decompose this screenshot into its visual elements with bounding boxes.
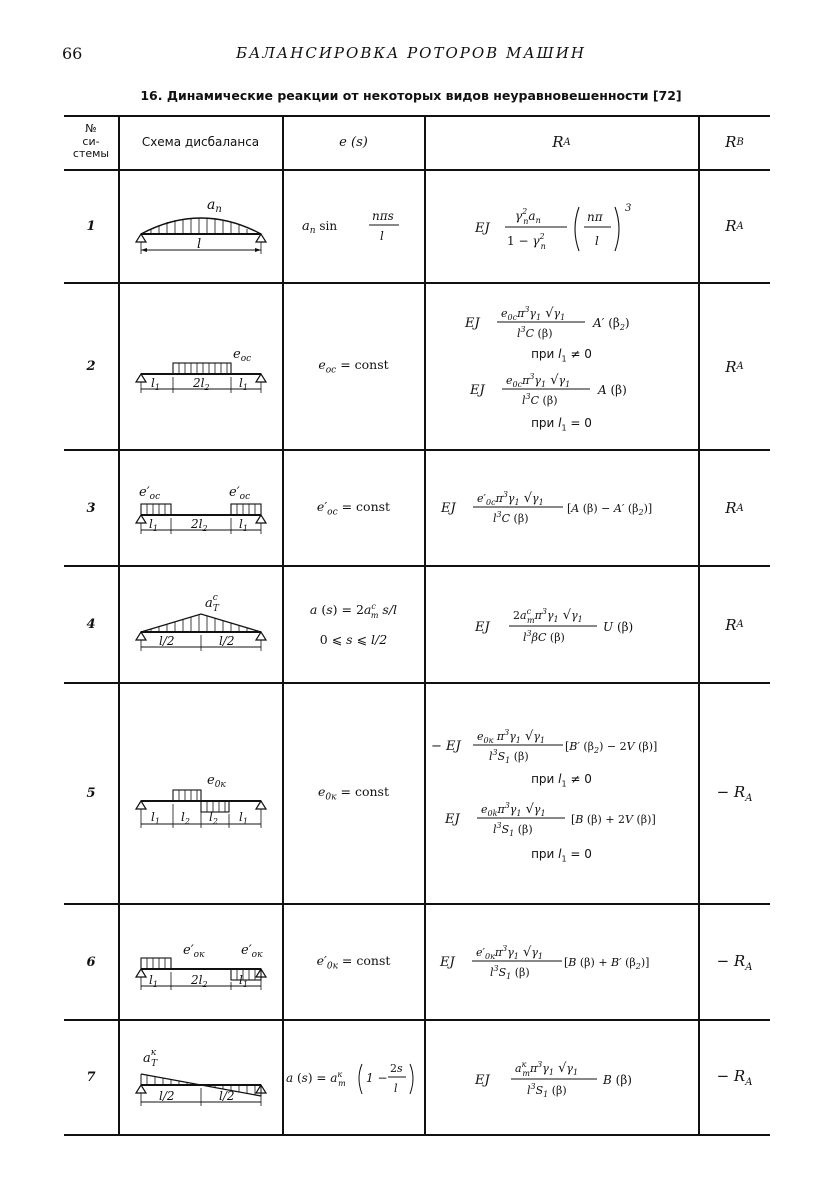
svg-text:1 − γ2n: $1 - \gamma^2$ n: [506, 232, 546, 251]
svg-text:A′ (β2): A′ $(\beta_2)$: [592, 316, 630, 333]
row-4-e: a $(s) = 2a^c_т$ s/l 0 ⩽ s ⩽ l/2: [309, 602, 398, 647]
row-3-scheme: [119, 451, 282, 565]
svg-text:2acтπ3γ1 √γ1: $2a^c$ $т\pi^3\gamma_1$ $√\gamma_1$: [512, 606, 583, 625]
row-5-scheme: [119, 684, 282, 903]
svg-text:U (β): U (β): [602, 619, 633, 634]
svg-text:1 −: 1 −: [365, 1070, 388, 1085]
svg-text:l3S1 (β): $l^3S_1$ (β): [492, 820, 533, 838]
row-5-ra: − EJ $e_{0к}$ $\pi^3\gamma_1$ $√\gamma_1$ $l^3S_1$ (β) [B′ $(\beta_2) - 2V$ (β)] при $l_1 \ne 0$ EJ $e_{0k}\pi^3\gamma_1$ $√\gamma_1$ $l^3S_1$ (β) [B (β) + 2V (β)] при $l_1 = 0$: [430, 728, 657, 863]
row-6-number: 6: [86, 954, 96, 970]
svg-text:l2: $l_2$: [180, 809, 190, 826]
header-rb: R B: [725, 133, 744, 151]
row-6-scheme: [119, 905, 282, 1019]
svg-text:l1: $l_1$: [238, 375, 248, 392]
row-3-ra: [425, 451, 698, 565]
svg-text:A (β): A (β): [597, 382, 627, 397]
svg-text:nπs: nπs: [371, 209, 394, 223]
svg-text:l3S1 (β): $l^3S_1$ (β): [526, 1081, 567, 1099]
svg-text:γ2nan: $\gamma^2$ $na_n$: [514, 207, 541, 226]
row-7-scheme: [119, 1021, 282, 1134]
svg-text:l/2: l/2: [218, 1088, 235, 1103]
page-number: 66: [62, 44, 83, 63]
svg-text:EJ: EJ: [444, 811, 460, 827]
svg-text:[B (β) + 2V (β)]: [B (β) + 2V (β)]: [570, 812, 656, 826]
svg-text:[B′ (β2) − 2V (β)]: [B′ $(\beta_2) - 2V$ (β)]: [564, 740, 657, 756]
svg-text:B (β): B (β): [602, 1072, 632, 1087]
svg-text:an: $a_n$: [206, 197, 222, 215]
svg-text:l3C (β): $l^3C$ (β): [492, 510, 528, 525]
row-7-rb: − $R_A$: [716, 1067, 753, 1088]
svg-text:e′0кπ3γ1 √γ1: $e'_{0к}\pi^3\gamma_1$ $√\gamma_1$: [475, 944, 543, 961]
svg-text:l1: $l_1$: [148, 517, 158, 533]
svg-text:l1: $l_1$: [150, 809, 160, 826]
row-5-rb: − $R_A$: [716, 783, 753, 804]
table-bottom-rule: [64, 1134, 770, 1136]
svg-text:e′oc: $e'_{oc}$: [138, 485, 160, 502]
row-4-ra: [425, 567, 698, 682]
svg-text:EJ: EJ: [440, 501, 456, 516]
header-ra: R A: [552, 133, 571, 151]
row-7-ra: [425, 1021, 698, 1134]
svg-text:e0kπ3γ1 √γ1: $e_{0k}\pi^3\gamma_1$ $√\gamma_1$: [480, 800, 546, 818]
row-6-e: $e'_{0к}$ = const: [316, 952, 391, 972]
svg-text:l1: $l_1$: [238, 809, 248, 826]
row-3-rb: R A: [725, 499, 744, 517]
svg-text:l/2: l/2: [218, 633, 235, 648]
table-title: 16. Динамические реакции от некоторых видов неуравновешенности [72]: [140, 88, 682, 103]
svg-text:EJ: EJ: [464, 316, 480, 332]
svg-text:l: l: [379, 229, 384, 243]
row-6-rb: − $R_A$: [716, 951, 753, 973]
svg-text:e0к π3γ1 √γ1: $e_{0к}$ $\pi^3\gamma_1$ $√\gamma_1$: [476, 728, 545, 746]
running-head: БАЛАНСИРОВКА РОТОРОВ МАШИН: [236, 44, 586, 62]
svg-text:a (s) = aкт: a $(s) = a^к$ т: [285, 1069, 346, 1088]
svg-text:an sin: $a_n$ sin: [301, 219, 337, 236]
row-2-rb: R A: [725, 357, 744, 376]
svg-text:2l2: $2l_2$: [190, 517, 208, 533]
svg-text:eoc: $e_{oc}$: [232, 346, 251, 364]
svg-text:e′0cπ3γ1 √γ1: $e'_{0c}\pi^3\gamma_1$ $√\gamma_1$: [476, 490, 544, 507]
svg-text:[B (β) + B′ (β2)]: [B (β) + B′ $(\beta_2)$]: [563, 956, 649, 971]
row-3-number: 3: [86, 500, 96, 516]
svg-text:− EJ: − EJ: [430, 739, 461, 755]
svg-text:EJ: EJ: [474, 221, 490, 236]
svg-text:l3S1 (β): $l^3S_1$ (β): [489, 964, 530, 981]
row-1-ra: [425, 170, 698, 282]
row-2-scheme: [119, 284, 282, 449]
svg-text:e0к: $e_{0к}$: [206, 772, 226, 790]
svg-text:l2: $l_2$: [208, 809, 218, 826]
row-3-e: $e'_{oc}$ = const: [316, 498, 391, 518]
svg-text:nπ: nπ: [586, 210, 603, 224]
svg-text:l1: $l_1$: [148, 973, 158, 989]
svg-text:[A (β) − A′ (β2)]: [A (β) − A′ $(\beta_2)$]: [566, 502, 652, 517]
svg-text:2l2: $2l_2$: [190, 973, 208, 989]
svg-text:EJ: EJ: [469, 382, 485, 398]
row-2-number: 2: [86, 359, 96, 374]
svg-text:l3βC (β): $l^3\beta C$ (β): [522, 628, 565, 644]
row-5-e: $e_{0к}$ = const: [318, 784, 389, 803]
row-1-scheme: [119, 170, 282, 282]
svg-text:l1: $l_1$: [238, 973, 248, 989]
row-1-number: 1: [86, 218, 96, 234]
row-6-ra: [425, 905, 698, 1019]
row-2-e: $e_{oc}$ = const: [318, 357, 389, 376]
svg-text:l/2: l/2: [158, 633, 175, 648]
row-5-number: 5: [86, 786, 96, 801]
svg-text:l: l: [594, 234, 599, 248]
svg-text:aкT: $a^к$ T: [142, 1047, 157, 1069]
svg-text:e0cπ3γ1 √γ1: $e_{0c}\pi^3\gamma_1$ $√\gamma_1$: [505, 371, 570, 389]
svg-text:l3S1 (β): $l^3S_1$ (β): [488, 748, 529, 766]
row-4-scheme: [119, 567, 282, 682]
svg-text:3: 3: [624, 203, 631, 214]
svg-text:aктπ3γ1 √γ1: $a^к$ $т\pi^3\gamma_1$ $√\gamma_1$: [514, 1059, 578, 1078]
reactions-table: [64, 115, 770, 1136]
svg-text:e0cπ3γ1 √γ1: $e_{0c}\pi^3\gamma_1$ $√\gamma_1$: [500, 305, 565, 323]
row-1-rb: R A: [725, 217, 744, 235]
svg-text:EJ: EJ: [439, 955, 455, 970]
svg-text:e′ок: $e'_{ок}$: [182, 943, 204, 960]
svg-text:l/2: l/2: [158, 1088, 175, 1103]
svg-text:2l2: $2l_2$: [192, 375, 210, 392]
row-7-e: [283, 1021, 424, 1134]
row-7-number: 7: [86, 1070, 96, 1085]
row-4-rb: R A: [725, 615, 744, 634]
svg-text:l: l: [196, 237, 201, 252]
svg-text:l1: $l_1$: [150, 375, 160, 392]
row-1-e: [283, 170, 424, 282]
header-scheme: Схема дисбаланса: [141, 135, 260, 149]
header-system-number: № си- стемы: [72, 122, 110, 161]
svg-text:l: l: [393, 1081, 398, 1095]
svg-text:l1: $l_1$: [238, 517, 248, 533]
svg-text:EJ: EJ: [474, 1072, 490, 1088]
svg-text:l3C (β): $l^3C$ (β): [516, 325, 552, 341]
svg-text:EJ: EJ: [474, 619, 490, 635]
svg-text:e′oc: $e'_{oc}$: [228, 485, 250, 502]
svg-text:acT: $a^c$ T: [204, 592, 219, 614]
row-4-number: 4: [86, 617, 96, 632]
header-e: e (s): [339, 134, 368, 150]
row-2-ra: EJ $e_{0c}\pi^3\gamma_1$ $√\gamma_1$ $l^3C$ (β) A′ $(\beta_2)$ при $l_1 \ne 0$ EJ $e_{0c}\pi^3\gamma_1$ $√\gamma_1$ $l^3C$ (β) A (β) при $l_1 = 0$: [464, 305, 630, 432]
svg-text:l3C (β): $l^3C$ (β): [521, 391, 557, 407]
svg-text:2s: 2s: [389, 1061, 403, 1075]
svg-text:e′ок: $e'_{ок}$: [240, 943, 262, 960]
